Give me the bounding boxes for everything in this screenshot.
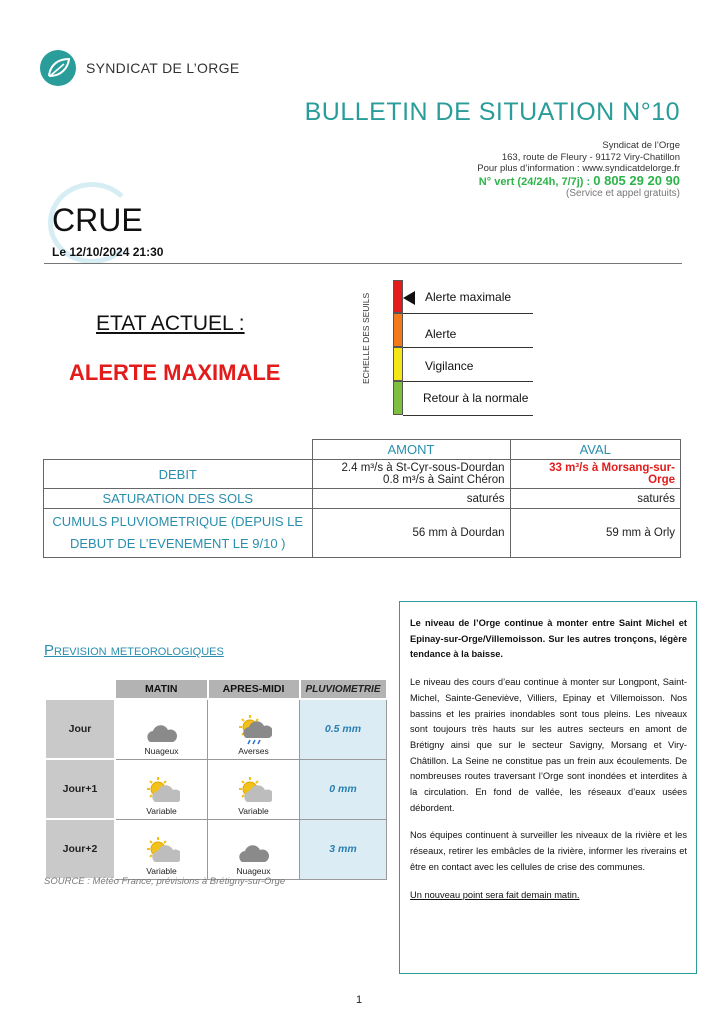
table-row <box>44 460 681 489</box>
contact-block <box>477 140 680 200</box>
scale-line <box>403 313 533 314</box>
org-logo <box>40 50 76 86</box>
meteo-day: Jour+2 <box>45 819 115 879</box>
meteo-row <box>45 699 387 759</box>
current-level-marker-icon <box>403 291 415 305</box>
weather-label: Averses <box>238 745 269 756</box>
scale-level-label: Vigilance <box>425 359 474 373</box>
col-aval: AVAL <box>510 440 681 460</box>
scale-level-label: Alerte maximale <box>425 290 512 304</box>
cell-amont: saturés <box>312 489 510 509</box>
contact-line: Syndicat de l’Orge <box>602 140 680 151</box>
info-lead: Le niveau de l’Orge continue à monter entre Saint Michel et Epinay-sur-Orge/Villemoisson. Sur les autres tronçons, légère tendance à la baisse. <box>410 618 687 660</box>
green-number-label: N° vert (24/24h, 7/7j) : <box>478 175 594 188</box>
weather-label: Variable <box>146 865 177 876</box>
contact-line: 163, route de Fleury - 91172 Viry-Chatillon <box>501 151 680 163</box>
info-next: Un nouveau point sera fait demain matin. <box>410 889 580 900</box>
cloudy-icon <box>144 720 180 746</box>
scale-label: ECHELLE DES SEUILS <box>361 292 371 384</box>
hydro-table <box>43 439 681 558</box>
scale-line <box>403 347 533 348</box>
scale-seg-alerte <box>393 313 403 347</box>
meteo-cell-apm <box>208 759 300 819</box>
partly-sunny-icon <box>144 776 180 806</box>
threshold-scale <box>393 280 403 415</box>
cell-line: 2.4 m³/s à St-Cyr-sous-Dourdan <box>341 462 505 474</box>
meteo-cell-apm <box>208 819 300 879</box>
page-number: 1 <box>356 994 363 1006</box>
table-row <box>44 509 681 558</box>
cell-aval: 59 mm à Orly <box>510 509 681 558</box>
meteo-cell-apm <box>208 699 300 759</box>
event-type: CRUE <box>52 202 143 238</box>
info-actions: Nos équipes continuent à surveiller les niveaux de la rivière et les réseaux, retirer les embâcles de la rivière, informer les riverains et être en contact avec les cellules de crise des communes. <box>410 830 687 872</box>
meteo-row <box>45 819 387 879</box>
event-date: Le 12/10/2024 21:30 <box>52 245 164 259</box>
scale-line <box>403 381 533 382</box>
meteo-col-pluie: PLUVIOMETRIE <box>300 679 387 699</box>
weather-label: Variable <box>238 805 269 816</box>
meteo-row <box>45 759 387 819</box>
meteo-cell-matin <box>115 759 208 819</box>
meteo-table <box>44 678 388 880</box>
meteo-header-row <box>45 679 387 699</box>
situation-info-box <box>399 601 697 974</box>
weather-label: Variable <box>146 805 177 816</box>
cell-aval <box>510 460 681 489</box>
cell-amont <box>312 460 510 489</box>
org-name: SYNDICAT DE L’ORGE <box>86 60 240 76</box>
service-note: (Service et appel gratuits) <box>566 188 680 199</box>
meteo-title: Prevision meteorologiques <box>44 642 224 659</box>
cell-amont: 56 mm à Dourdan <box>312 509 510 558</box>
scale-seg-normal <box>393 381 403 415</box>
row-label-line: DEBUT DE L’EVENEMENT LE 9/10 ) <box>69 536 286 551</box>
meteo-pluie: 3 mm <box>300 819 387 879</box>
green-number-phone: 0 805 29 20 90 <box>593 172 680 188</box>
table-header-row <box>44 440 681 460</box>
status-value: ALERTE MAXIMALE <box>69 360 281 385</box>
table-row <box>44 489 681 509</box>
meteo-source: SOURCE : Météo France, prévisions à Brétigny-sur-Orge <box>44 876 286 887</box>
meteo-cell-matin <box>115 819 208 879</box>
contact-line: Pour plus d’information : www.syndicatdelorge.fr <box>477 163 680 174</box>
header-divider <box>44 263 682 264</box>
cell-line: Orge <box>648 474 675 486</box>
scale-seg-vigilance <box>393 347 403 381</box>
status-title: ETAT ACTUEL : <box>96 312 245 335</box>
scale-level-label: Retour à la normale <box>423 391 529 405</box>
meteo-cell-matin <box>115 699 208 759</box>
bulletin-title: BULLETIN DE SITUATION N°10 <box>304 98 680 126</box>
row-label-line: CUMULS PLUVIOMETRIQUE (DEPUIS LE <box>52 514 304 529</box>
scale-line <box>403 415 533 416</box>
leaf-icon <box>40 50 76 86</box>
cell-aval: saturés <box>510 489 681 509</box>
meteo-col-apm: APRES-MIDI <box>208 679 300 699</box>
row-label <box>44 509 313 558</box>
cell-line: 33 m³/s à Morsang-sur- <box>549 462 675 474</box>
partly-sunny-icon <box>144 836 180 866</box>
meteo-pluie: 0.5 mm <box>300 699 387 759</box>
weather-label: Nuageux <box>236 865 271 876</box>
showers-icon <box>236 714 272 746</box>
green-number-line <box>477 172 680 189</box>
weather-label: Nuageux <box>144 745 179 756</box>
scale-seg-max <box>393 280 403 313</box>
cloudy-icon <box>236 840 272 866</box>
meteo-day: Jour+1 <box>45 759 115 819</box>
row-label: DEBIT <box>44 460 313 489</box>
row-label: SATURATION DES SOLS <box>44 489 313 509</box>
meteo-col-matin: MATIN <box>115 679 208 699</box>
scale-level-label: Alerte <box>425 327 457 341</box>
col-amont: AMONT <box>312 440 510 460</box>
partly-sunny-icon <box>236 776 272 806</box>
meteo-day: Jour <box>45 699 115 759</box>
info-body: Le niveau des cours d’eau continue à monter sur Longpont, Saint-Michel, Sainte-Geneviève, Villiers, Epinay et Villemoisson. Nos bassins et les prairies inondables sont tous pleins. Les niveaux sont toujours très hauts sur les autres secteurs en amont de Brétigny ainsi que sur le secteur Savigny, Morsang et Viry-Châtillon. La Seine ne constitue pas un frein aux écoulements. De nombreuses routes traversant l’Orge sont inondées et interdites à la circulation. En fond de vallée, les réseaux d’eaux usées débordent. <box>410 677 687 813</box>
cell-line: 0.8 m³/s à Saint Chéron <box>383 474 505 486</box>
meteo-pluie: 0 mm <box>300 759 387 819</box>
